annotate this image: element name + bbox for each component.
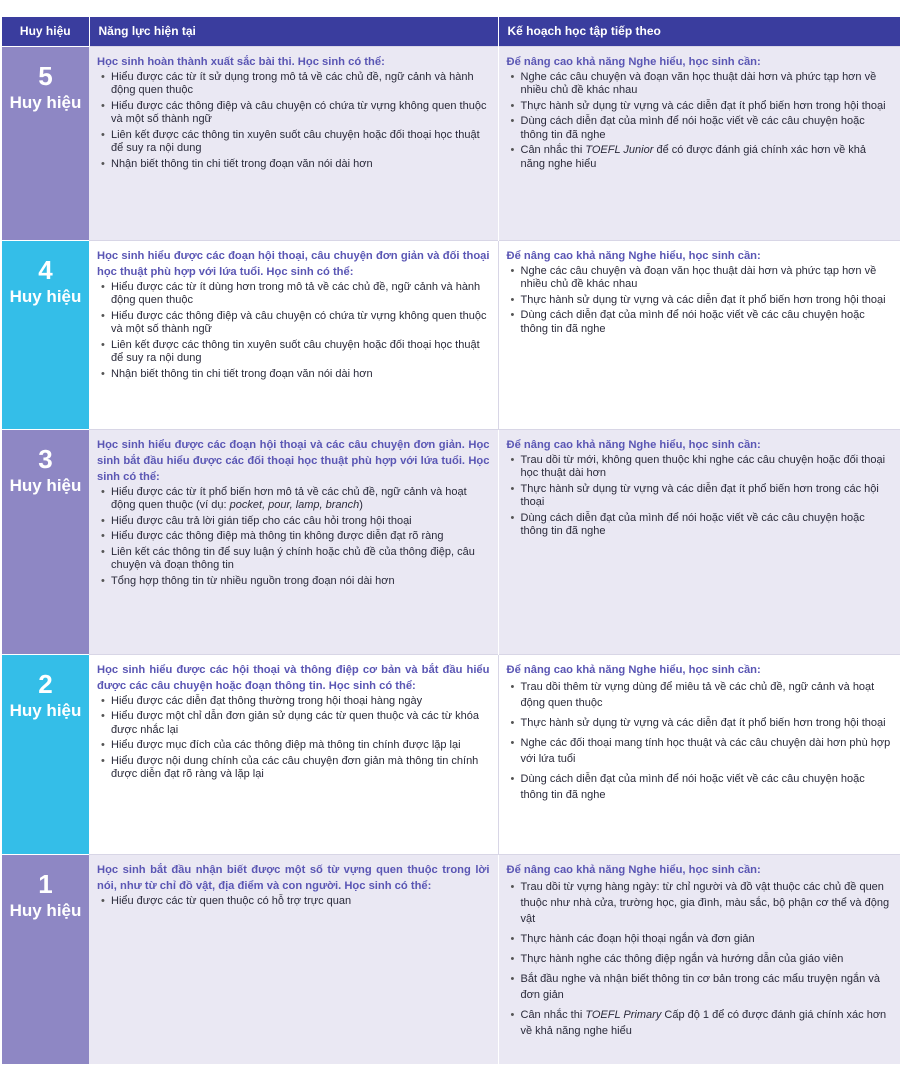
list-item: • Nghe các đối thoại mang tính học thuật và các câu chuyện dài hơn phù hợp với lứa tuổi (507, 735, 893, 767)
list-item: • Dùng cách diễn đạt của mình để nói hoặc viết về các câu chuyện hoặc thông tin đã nghe (507, 115, 893, 142)
ability-intro: Học sinh hiểu được các đoạn hội thoại, câu chuyện đơn giản và đối thoại học thuật phù hợp với lứa tuổi. Học sinh có thể: (97, 249, 490, 278)
badge-level: 4 (38, 254, 53, 285)
badge-label: Huy hiệu (9, 286, 82, 306)
list-item: • Hiểu được các từ ít dùng hơn trong mô tả về các chủ đề, ngữ cảnh và hành động quen thuộc (97, 281, 490, 308)
list-item: • Bắt đầu nghe và nhận biết thông tin cơ bản trong các mẩu truyện ngắn và đơn giản (507, 971, 893, 1003)
plan-list (507, 879, 893, 1039)
list-item: • Liên kết được các thông tin xuyên suốt câu chuyện hoặc đối thoại học thuật để suy ra nội dung (97, 129, 490, 156)
list-item: • Hiểu được các từ quen thuộc có hỗ trợ trực quan (97, 895, 490, 909)
ability-intro: Học sinh hiểu được các đoạn hội thoại và các câu chuyện đơn giản. Học sinh bắt đầu hiểu được các đối thoại học thuật phù hợp với lứa tuổi. Học sinh có thể: (97, 438, 490, 483)
table-row-level-5 (2, 46, 900, 240)
badge-cell (2, 854, 89, 1064)
badge-label: Huy hiệu (9, 900, 82, 920)
badge-cell (2, 46, 89, 240)
ability-intro: Học sinh hiểu được các hội thoại và thông điệp cơ bản và bắt đầu hiểu được các câu chuyện hoặc đoạn thông tin. Học sinh có thể: (97, 663, 490, 692)
list-item: • Trau dồi thêm từ vựng dùng để miêu tả về các chủ đề, ngữ cảnh và hoạt động quen thuộc (507, 679, 893, 711)
ability-list (97, 281, 490, 382)
badge-label: Huy hiệu (9, 475, 82, 495)
list-item: • Thực hành sử dụng từ vựng và các diễn đạt ít phổ biến hơn trong các hội thoại (507, 483, 893, 510)
ability-intro: Học sinh bắt đầu nhận biết được một số từ vựng quen thuộc trong lời nói, như từ chỉ đồ vật, địa điểm và con người. Học sinh có thể: (97, 863, 490, 892)
list-item: • Hiểu được các thông điệp mà thông tin không được diễn đạt rõ ràng (97, 530, 490, 544)
list-item: • Nhận biết thông tin chi tiết trong đoạn văn nói dài hơn (97, 368, 490, 382)
table-row-level-2 (2, 654, 900, 854)
ability-intro: Học sinh hoàn thành xuất sắc bài thi. Học sinh có thể: (97, 55, 385, 68)
badge-level: 3 (38, 443, 53, 474)
list-item: • Dùng cách diễn đạt của mình để nói hoặc viết về các câu chuyện hoặc thông tin đã nghe (507, 512, 893, 539)
list-item: • Hiểu được các từ ít sử dụng trong mô tả về các chủ đề, ngữ cảnh và hành động quen thuộc (97, 71, 490, 98)
badge-level: 2 (38, 668, 53, 699)
plan-cell (498, 46, 900, 240)
plan-heading: Để nâng cao khả năng Nghe hiểu, học sinh cần: (506, 438, 761, 451)
plan-heading: Để nâng cao khả năng Nghe hiểu, học sinh cần: (506, 55, 761, 68)
list-item: • Thực hành sử dụng từ vựng và các diễn đạt ít phổ biến hơn trong hội thoại (507, 294, 893, 308)
list-item: • Hiểu được câu trả lời gián tiếp cho các câu hỏi trong hội thoại (97, 515, 490, 529)
ability-cell (89, 429, 498, 654)
header-current-ability: Năng lực hiện tại (89, 17, 498, 46)
list-item: • Trau dồi từ mới, không quen thuộc khi nghe các câu chuyện hoặc đối thoại học thuật dài hơn (507, 454, 893, 481)
list-item: • Hiểu được các thông điệp và câu chuyện có chứa từ vựng không quen thuộc và một số thành ngữ (97, 100, 490, 127)
badge-level: 5 (38, 60, 53, 91)
ability-list (97, 71, 490, 172)
list-item: • Liên kết các thông tin để suy luận ý chính hoặc chủ đề của thông điệp, câu chuyện và đoạn thông tin (97, 546, 490, 573)
ability-cell (89, 240, 498, 429)
list-item: • Cân nhắc thi TOEFL Junior để có được đánh giá chính xác hơn về khả năng nghe hiểu (507, 144, 893, 171)
table-row-level-1 (2, 854, 900, 1064)
ability-list (97, 895, 490, 909)
list-item: • Hiểu được mục đích của các thông điệp mà thông tin chính được lặp lại (97, 739, 490, 753)
list-item: • Nghe các câu chuyện và đoạn văn học thuật dài hơn và phức tạp hơn về nhiều chủ đề khác nhau (507, 71, 893, 98)
ability-cell (89, 854, 498, 1064)
list-item: • Hiểu được nội dung chính của các câu chuyện đơn giản mà thông tin chính được diễn đạt rõ ràng và lặp lại (97, 755, 490, 782)
badge-label: Huy hiệu (9, 92, 82, 112)
plan-heading: Để nâng cao khả năng Nghe hiểu, học sinh cần: (506, 863, 761, 876)
badge-level: 1 (38, 868, 53, 899)
table-header-row (2, 17, 900, 46)
plan-list (507, 265, 893, 337)
header-badge: Huy hiệu (2, 17, 89, 46)
table-row-level-3 (2, 429, 900, 654)
ability-list (97, 486, 490, 589)
plan-list (507, 454, 893, 539)
plan-heading: Để nâng cao khả năng Nghe hiểu, học sinh cần: (506, 249, 761, 262)
badge-cell (2, 654, 89, 854)
plan-cell (498, 854, 900, 1064)
list-item: • Nhận biết thông tin chi tiết trong đoạn văn nói dài hơn (97, 158, 490, 172)
table-row-level-4 (2, 240, 900, 429)
ability-cell (89, 46, 498, 240)
ability-cell (89, 654, 498, 854)
list-item: • Nghe các câu chuyện và đoạn văn học thuật dài hơn và phức tạp hơn về nhiều chủ đề khác nhau (507, 265, 893, 292)
list-item: • Dùng cách diễn đạt của mình để nói hoặc viết về các câu chuyện hoặc thông tin đã nghe (507, 309, 893, 336)
list-item: • Cân nhắc thi TOEFL Primary Cấp độ 1 để có được đánh giá chính xác hơn về khả năng nghe hiểu (507, 1007, 893, 1039)
list-item: • Dùng cách diễn đạt của mình để nói hoặc viết về các câu chuyện hoặc thông tin đã nghe (507, 771, 893, 803)
plan-list (507, 679, 893, 803)
badge-descriptor-table (2, 17, 900, 1064)
list-item: • Hiểu được một chỉ dẫn đơn giản sử dụng các từ quen thuộc và các từ khóa được nhắc lại (97, 710, 490, 737)
plan-cell (498, 240, 900, 429)
plan-list (507, 71, 893, 172)
badge-cell (2, 240, 89, 429)
list-item: • Hiểu được các thông điệp và câu chuyện có chứa từ vựng không quen thuộc và một số thành ngữ (97, 310, 490, 337)
list-item: • Liên kết được các thông tin xuyên suốt câu chuyện hoặc đối thoại học thuật để suy ra nội dung (97, 339, 490, 366)
list-item: • Thực hành sử dụng từ vựng và các diễn đạt ít phổ biến hơn trong hội thoại (507, 100, 893, 114)
plan-heading: Để nâng cao khả năng Nghe hiểu, học sinh cần: (506, 663, 761, 676)
list-item: • Thực hành nghe các thông điệp ngắn và hướng dẫn của giáo viên (507, 951, 893, 967)
badge-cell (2, 429, 89, 654)
list-item: • Trau dồi từ vựng hàng ngày: từ chỉ người và đồ vật thuộc các chủ đề quen thuộc như nhà cửa, trường học, gia đình, màu sắc, bộ phận cơ thể và động vật (507, 879, 893, 927)
ability-list (97, 695, 490, 782)
badge-label: Huy hiệu (9, 700, 82, 720)
list-item: • Thực hành các đoạn hội thoại ngắn và đơn giản (507, 931, 893, 947)
plan-cell (498, 654, 900, 854)
list-item: • Thực hành sử dụng từ vựng và các diễn đạt ít phổ biến hơn trong hội thoại (507, 715, 893, 731)
list-item: • Tổng hợp thông tin từ nhiều nguồn trong đoạn nói dài hơn (97, 575, 490, 589)
plan-cell (498, 429, 900, 654)
header-next-plan: Kế hoạch học tập tiếp theo (498, 17, 900, 46)
list-item: • Hiểu được các diễn đạt thông thường trong hội thoại hàng ngày (97, 695, 490, 709)
list-item: • Hiểu được các từ ít phổ biến hơn mô tả về các chủ đề, ngữ cảnh và hoạt động quen thuộc (ví dụ: pocket, pour, lamp, branch) (97, 486, 490, 513)
